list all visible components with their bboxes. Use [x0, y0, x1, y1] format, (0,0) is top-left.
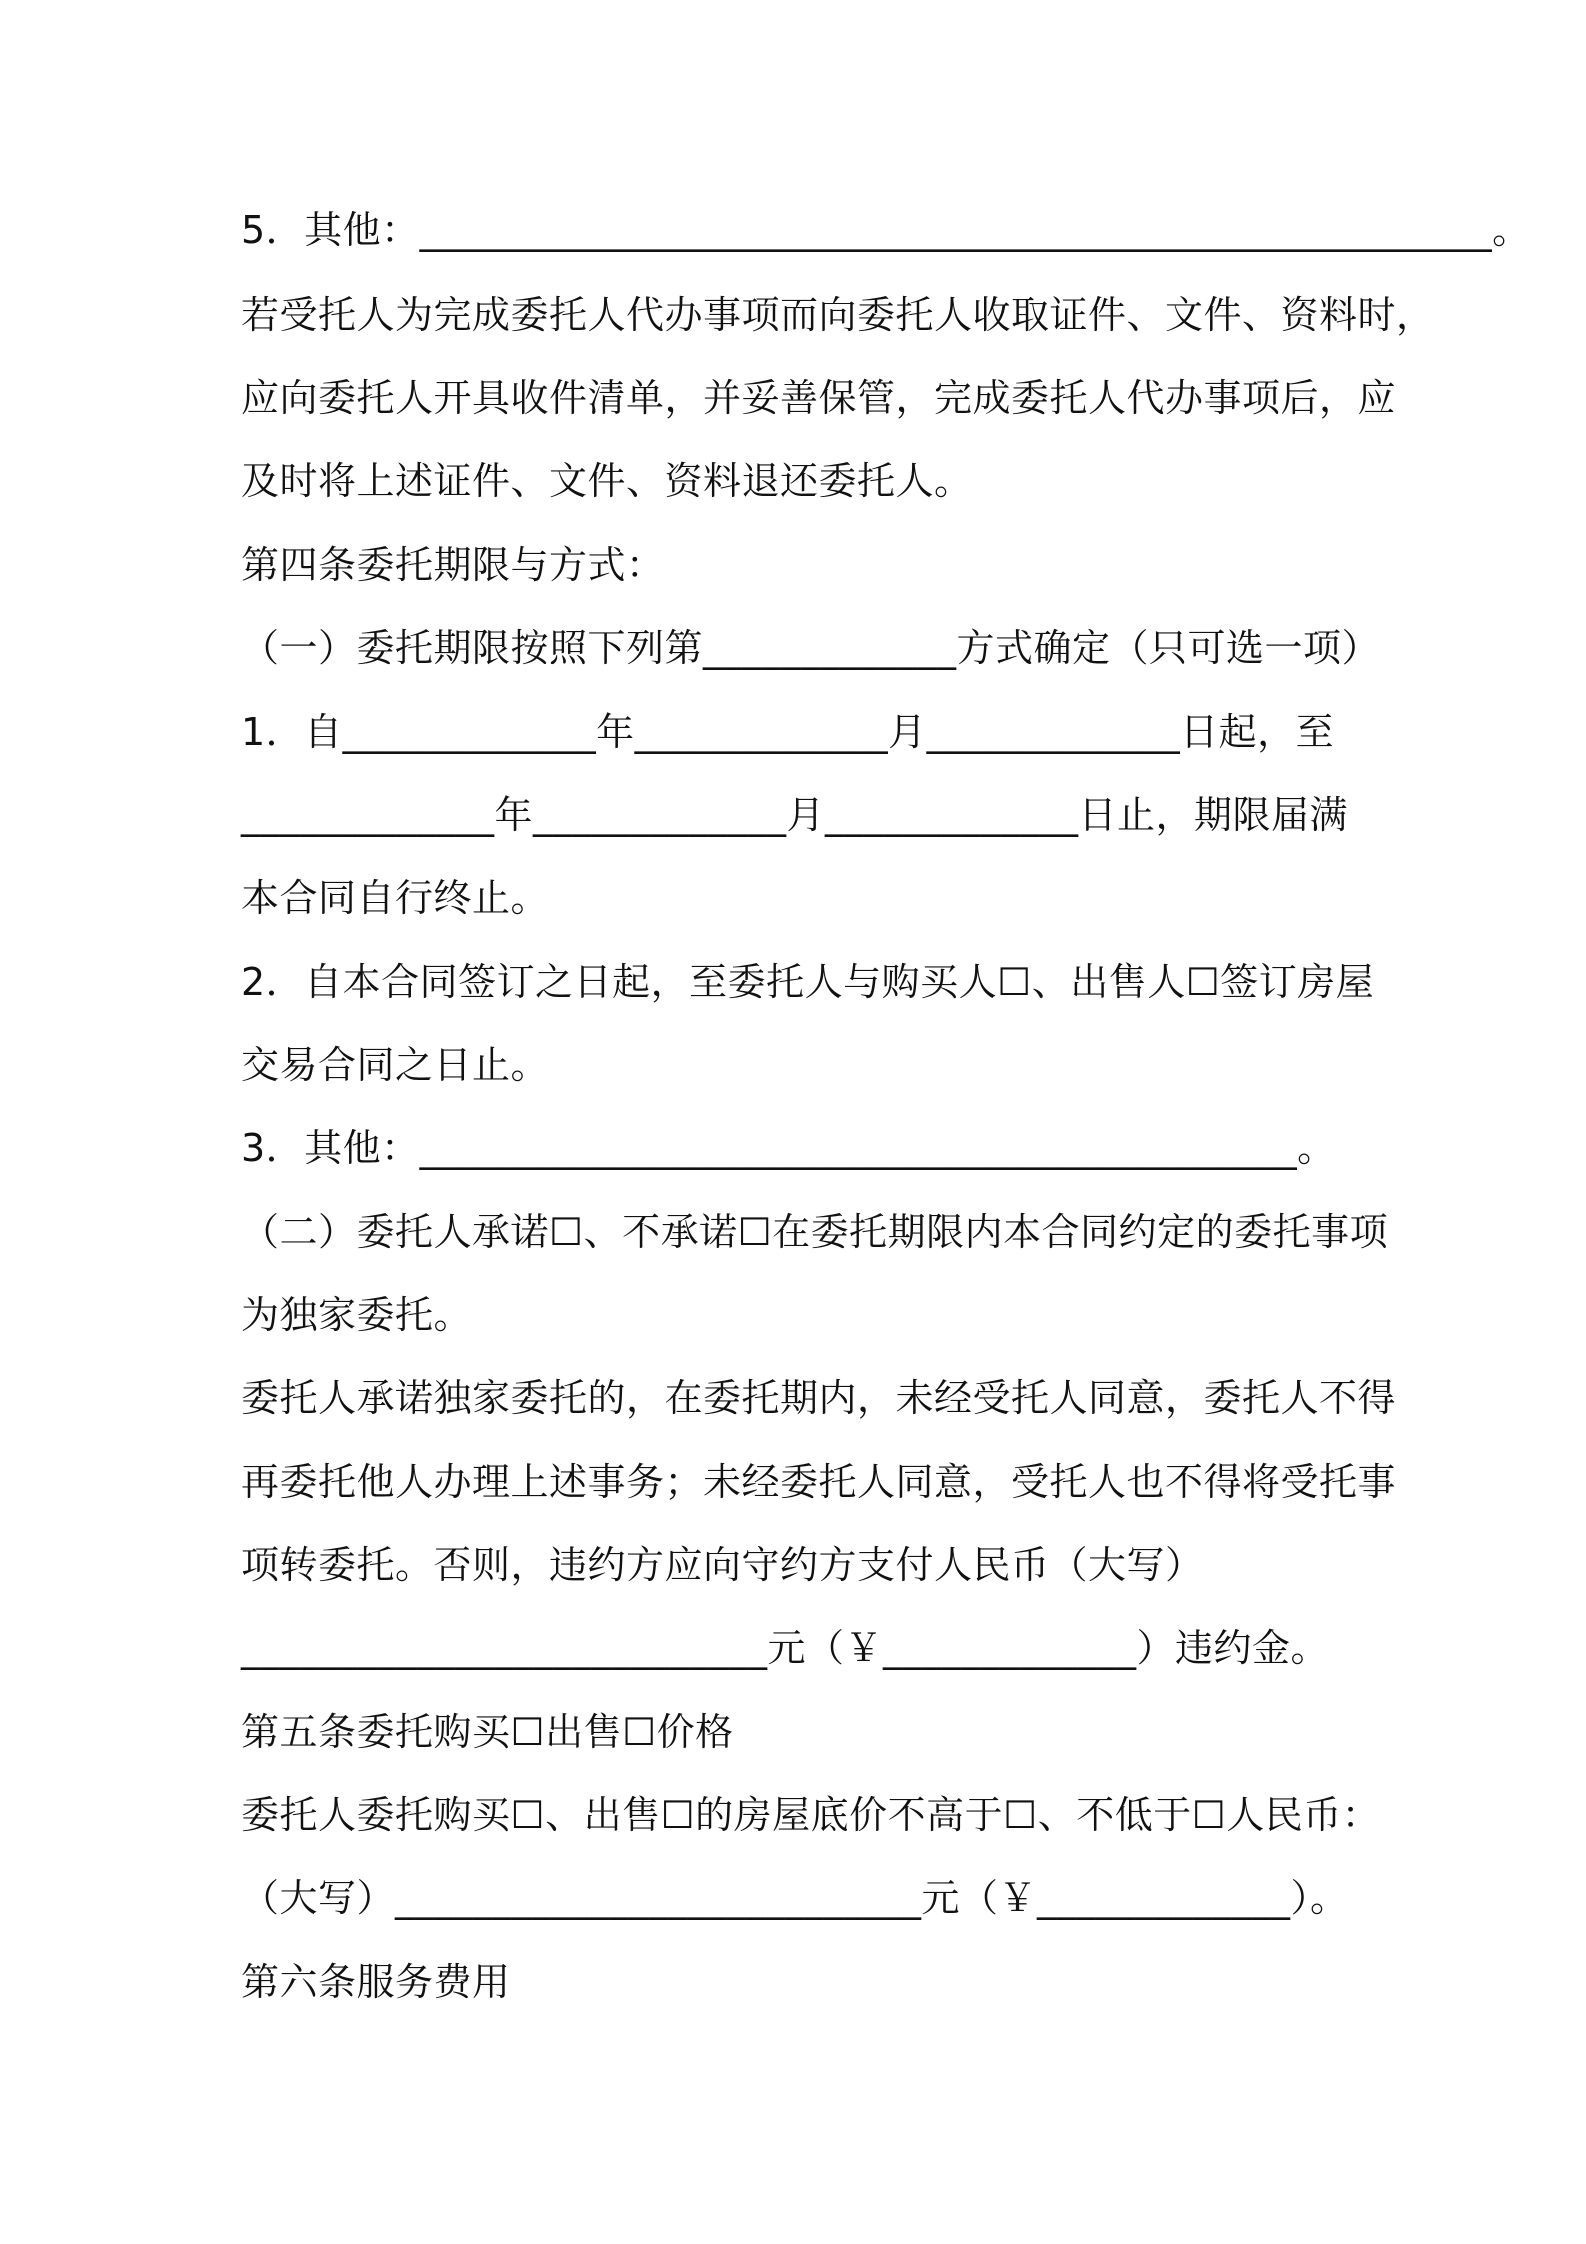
option-3-other: 3．其他：_____________________________________________。	[241, 1126, 1336, 1170]
price-line-1: 委托人委托购买☐、出售☐的房屋底价不高于☐、不低于☐人民币：	[241, 1793, 1381, 1837]
article-6-heading: 第六条服务费用	[241, 1960, 511, 2004]
exclusive-commitment-line-2: 为独家委托。	[241, 1293, 473, 1337]
exclusive-commitment-line-1: （二）委托人承诺☐、不承诺☐在委托期限内本合同约定的委托事项	[241, 1210, 1389, 1254]
paragraph-documents-line-3: 及时将上述证件、文件、资料退还委托人。	[241, 459, 973, 503]
exclusive-terms-line-2: 再委托他人办理上述事务；未经委托人同意，受托人也不得将受托事	[241, 1460, 1397, 1504]
article-5-heading: 第五条委托购买☐出售☐价格	[241, 1710, 734, 1754]
option-2-line-2: 交易合同之日止。	[241, 1043, 550, 1087]
option-1-line-3: 本合同自行终止。	[241, 876, 550, 920]
exclusive-terms-line-3: 项转委托。否则，违约方应向守约方支付人民币（大写）	[241, 1543, 1204, 1587]
paragraph-documents-line-1: 若受托人为完成委托人代办事项而向委托人收取证件、文件、资料时，	[241, 293, 1435, 337]
penalty-amount-line: ___________________________元（￥_____________）违约金。	[241, 1626, 1330, 1670]
option-1-line-2: _____________年_____________月_____________日止，期限届满	[241, 793, 1349, 837]
clause-other-5: 5．其他：_______________________________________________________。	[241, 208, 1531, 252]
price-amount-line: （大写）___________________________元（￥_____________）。	[241, 1876, 1349, 1920]
option-1-line-1: 1．自_____________年_____________月_____________日起，至	[241, 710, 1335, 754]
option-2-line-1: 2．自本合同签订之日起，至委托人与购买人☐、出售人☐签订房屋	[241, 960, 1375, 1004]
paragraph-documents-line-2: 应向委托人开具收件清单，并妥善保管，完成委托人代办事项后，应	[241, 376, 1397, 420]
article-4-heading: 第四条委托期限与方式：	[241, 543, 665, 587]
exclusive-terms-line-1: 委托人承诺独家委托的，在委托期内，未经受托人同意，委托人不得	[241, 1376, 1397, 1420]
section-term-selection: （一）委托期限按照下列第_____________方式确定（只可选一项）	[241, 626, 1381, 670]
